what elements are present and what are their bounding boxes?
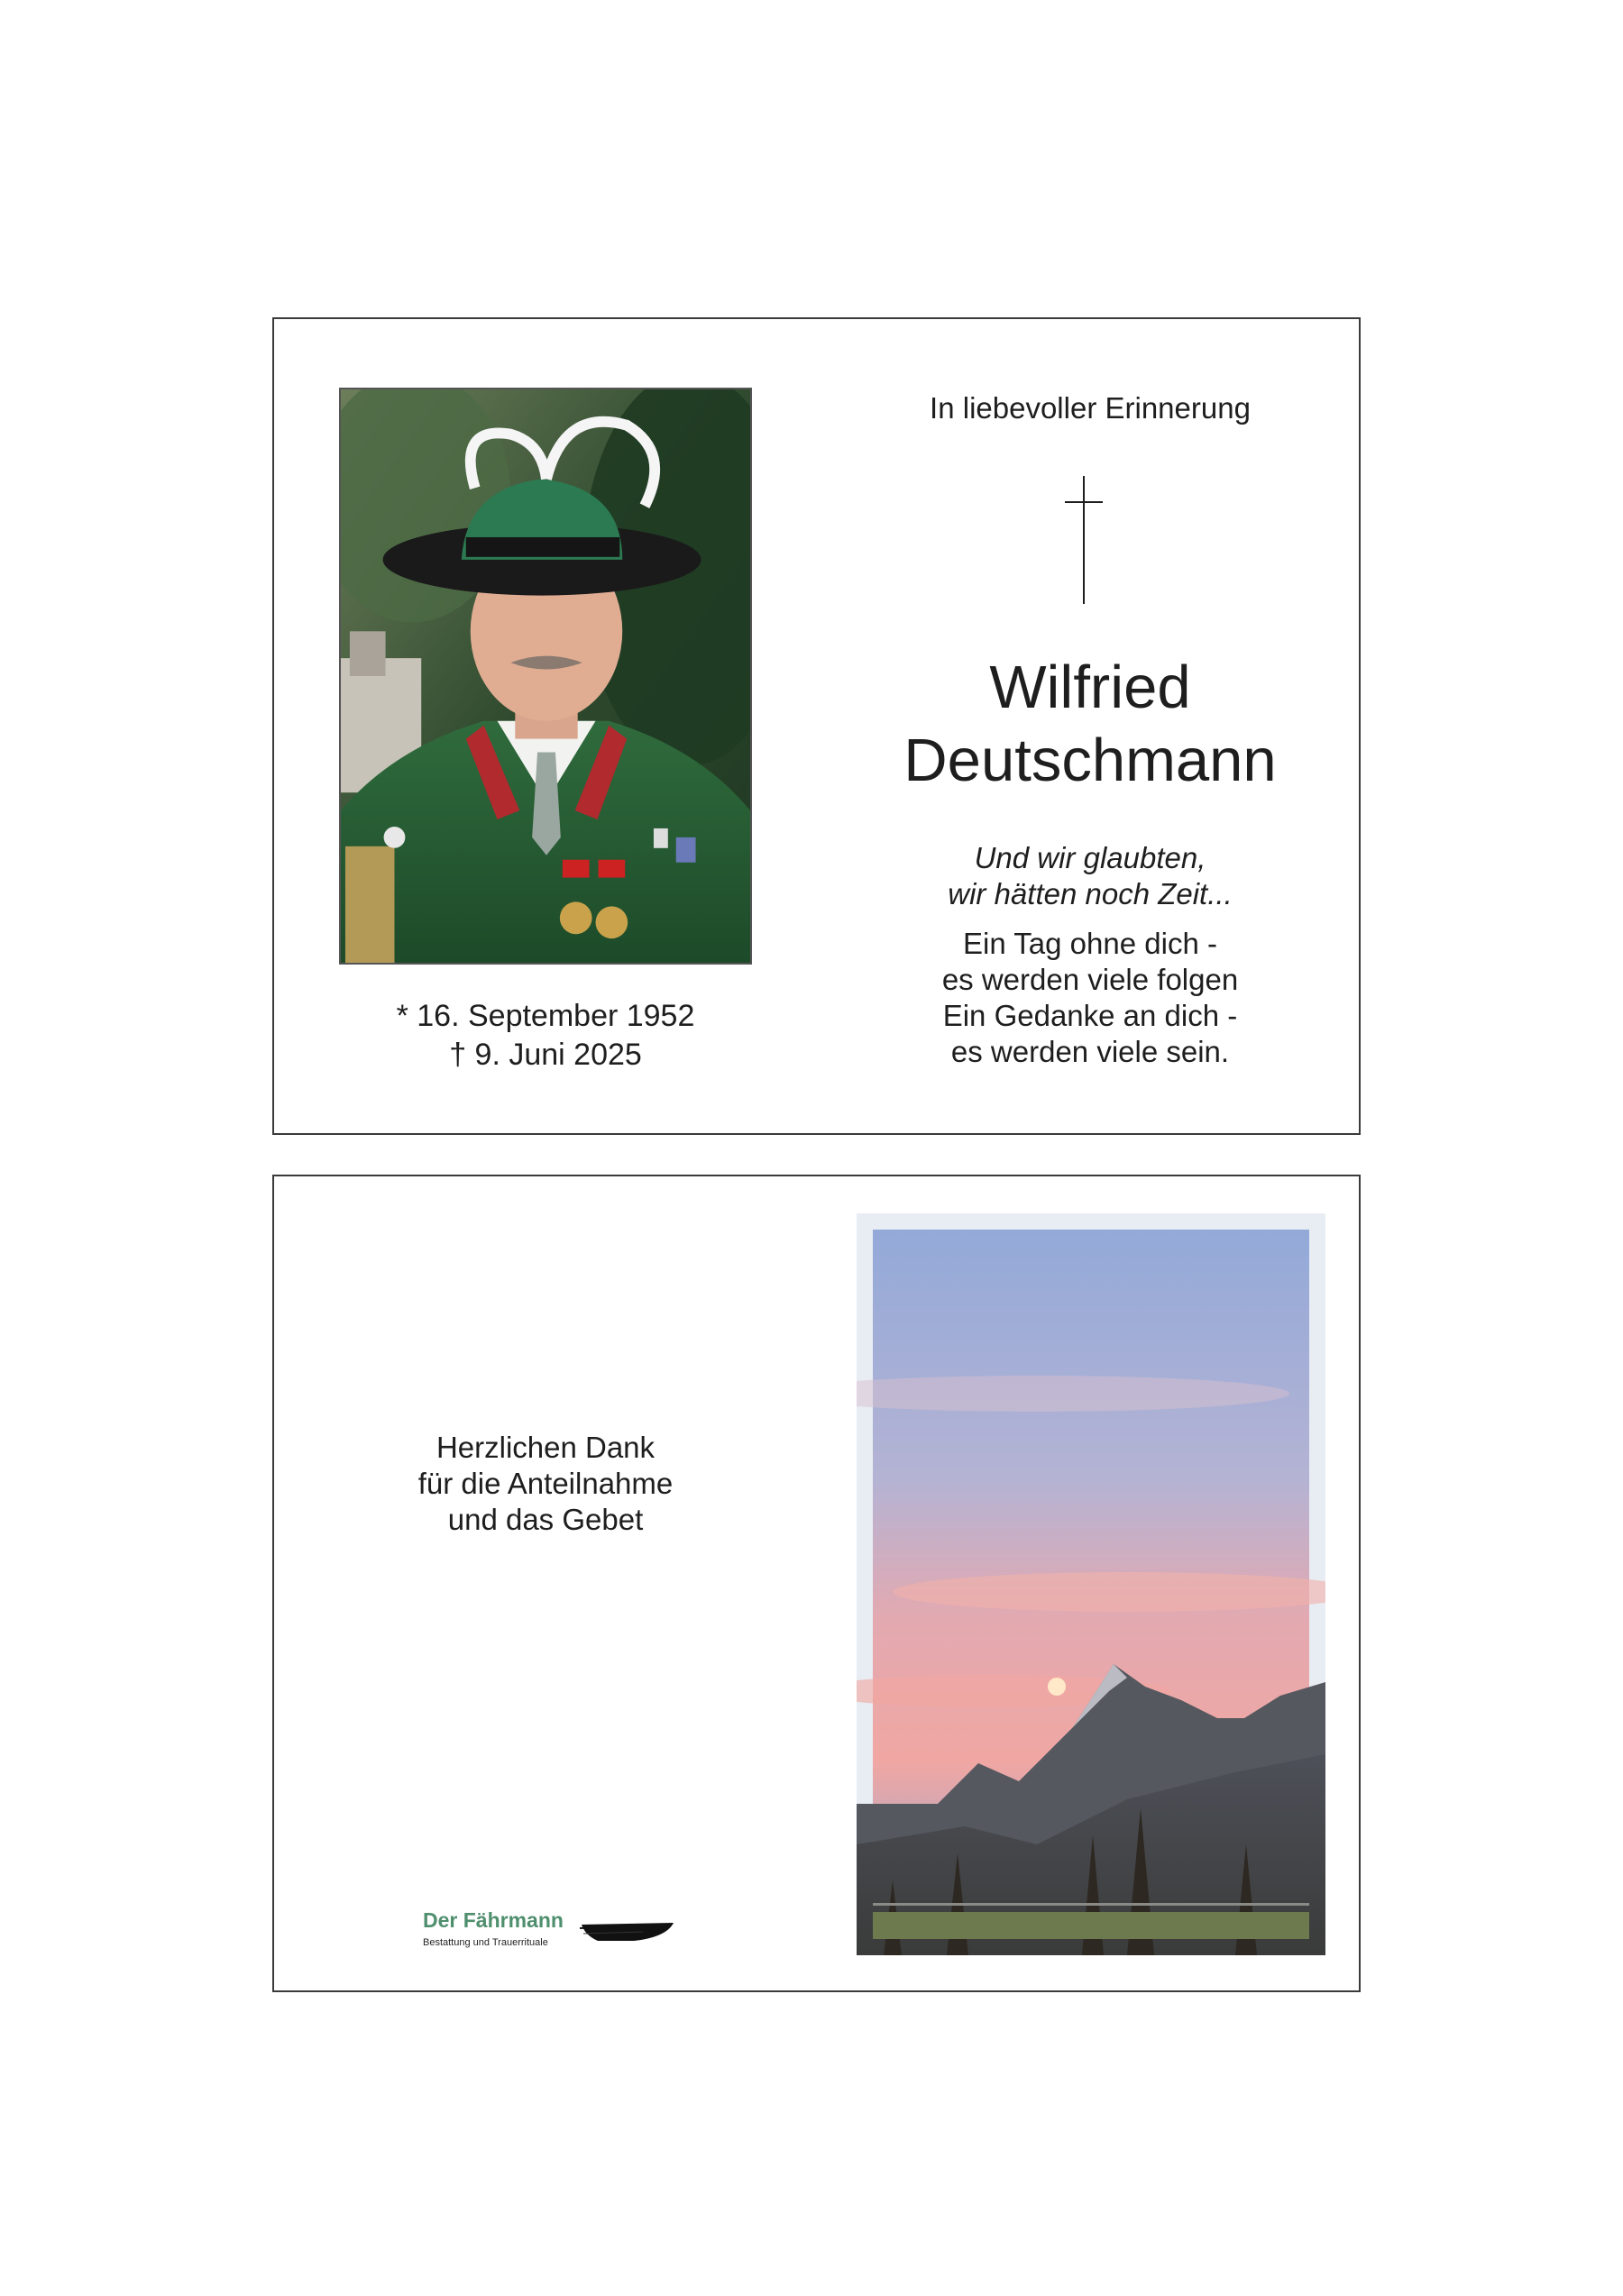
funeral-home-logo <box>423 1908 693 1962</box>
poem-line: es werden viele sein. <box>950 1035 1230 1068</box>
thanks-line: Herzlichen Dank <box>436 1431 656 1464</box>
thanks-line: für die Anteilnahme <box>417 1467 674 1500</box>
logo-tagline: Bestattung und Trauerrituale <box>423 1937 548 1948</box>
poem-line: Ein Tag ohne dich - <box>963 927 1217 960</box>
memorial-card-back <box>272 1175 1361 1992</box>
last-name: Deutschmann <box>903 727 1277 794</box>
thanks-message <box>339 1430 752 1538</box>
death-date: † 9. Juni 2025 <box>449 1038 642 1072</box>
poem-line: es werden viele folgen <box>941 963 1239 996</box>
first-name: Wilfried <box>989 654 1191 721</box>
cross-icon <box>1065 476 1103 604</box>
poem <box>851 926 1329 1070</box>
mountain-sunset-photo <box>857 1213 1325 1955</box>
thanks-line: und das Gebet <box>447 1503 644 1536</box>
quote <box>851 840 1329 912</box>
logo-name: Der Fährmann <box>423 1908 564 1932</box>
poem-line: Ein Gedanke an dich - <box>942 999 1238 1032</box>
portrait-photo <box>339 388 752 965</box>
intro-line: In liebevoller Erinnerung <box>930 391 1251 425</box>
quote-line: wir hätten noch Zeit... <box>948 877 1233 910</box>
deceased-name <box>851 651 1329 797</box>
boat-icon <box>580 1916 674 1943</box>
birth-date: * 16. September 1952 <box>396 999 695 1033</box>
memorial-card-front <box>272 317 1361 1135</box>
quote-line: Und wir glaubten, <box>974 841 1206 874</box>
life-dates <box>339 997 752 1075</box>
